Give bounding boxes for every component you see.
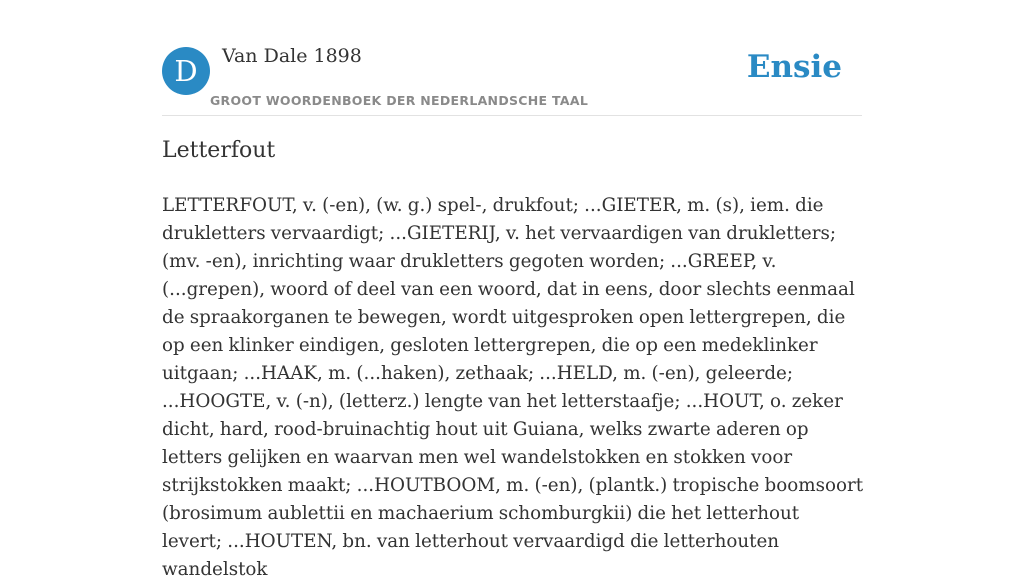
logo-letter: D	[174, 54, 198, 88]
dictionary-name[interactable]: Van Dale 1898	[222, 45, 362, 67]
dictionary-subtitle: GROOT WOORDENBOEK DER NEDERLANDSCHE TAAL	[210, 93, 589, 108]
dictionary-logo[interactable]	[162, 47, 210, 95]
entry-body: LETTERFOUT, v. (-en), (w. g.) spel-, drukfout; ...GIETER, m. (s), iem. die drukletters vervaardigt; ...GIETERIJ, v. het vervaardigen van drukletters; (mv. -en), inrichting waar drukletters gegoten worden; ...GREEP, v. (...grepen), woord of deel van een woord, dat in eens, door slechts eenmaal de spraakorganen te bewegen, wordt uitgesproken open lettergrepen, die op een klinker eindigen, gesloten lettergrepen, die op een medeklinker uitgaan; ...HAAK, m. (...haken), zethaak; ...HELD, m. (-en), geleerde; ...HOOGTE, v. (-n), (letterz.) lengte van het letterstaafje; ...HOUT, o. zeker dicht, hard, rood-bruinachtig hout uit Guiana, welks zwarte aderen op letters gelijken en waarvan men wel wandelstokken en stokken voor strijkstokken maakt; ...HOUTBOOM, m. (-en), (plantk.) tropische boomsoort (brosimum aublettii en machaerium schomburgkii) die het letterhout levert; ...HOUTEN, bn. van letterhout vervaardigd die letterhouten wandelstok	[162, 195, 864, 580]
brand-logo[interactable]: Ensie	[746, 49, 842, 85]
entry-title: Letterfout	[162, 138, 276, 163]
site-header	[162, 0, 862, 116]
